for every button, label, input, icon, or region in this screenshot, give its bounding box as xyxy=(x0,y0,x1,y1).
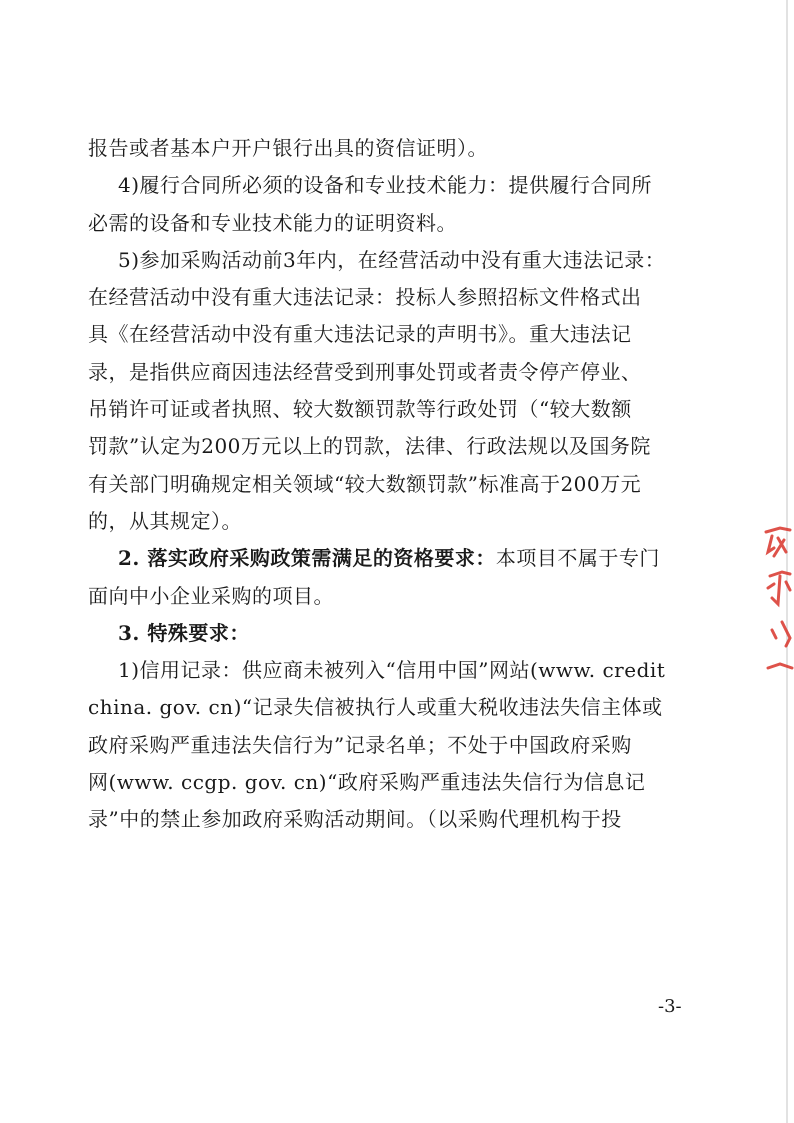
section-heading: 3. 特殊要求： xyxy=(118,620,250,645)
text-line: 政府采购严重违法失信行为”记录名单；不处于中国政府采购 xyxy=(88,732,632,757)
text-line: 罚款”认定为200万元以上的罚款，法律、行政法规以及国务院 xyxy=(88,434,651,459)
section-heading: 2. 落实政府采购政策需满足的资格要求： xyxy=(118,546,496,571)
text-line: 录，是指供应商因违法经营受到刑事处罚或者责令停产停业、 xyxy=(88,359,642,384)
text-line: 具《在经营活动中没有重大违法记录的声明书》。重大违法记 xyxy=(88,322,632,347)
seal-strokes xyxy=(760,518,794,694)
text-line: 吊销许可证或者执照、较大数额罚款等行政处罚（“较大数额 xyxy=(88,397,632,422)
text-line: 5)参加采购活动前3年内，在经营活动中没有重大违法记录： xyxy=(118,247,666,272)
text-line: china. gov. cn)“记录失信被执行人或重大税收违法失信主体或 xyxy=(88,695,663,720)
text-line: 面向中小企业采购的项目。 xyxy=(88,583,334,608)
body-text xyxy=(88,130,688,839)
text-line: 录”中的禁止参加政府采购活动期间。（以采购代理机构于投 xyxy=(88,807,622,832)
text-line: 1)信用记录：供应商未被列入“信用中国”网站(www. credit xyxy=(118,658,666,683)
text-line: 网(www. ccgp. gov. cn)“政府采购严重违法失信行为信息记 xyxy=(88,770,646,795)
text-line: 4)履行合同所必须的设备和专业技术能力：提供履行合同所 xyxy=(118,173,653,198)
qualification-requirement-line xyxy=(88,540,688,577)
red-seal-fragment xyxy=(760,518,794,694)
page-number: -3- xyxy=(658,996,682,1017)
text-line: 的，从其规定）。 xyxy=(88,508,242,533)
text-line: 有关部门明确规定相关领域“较大数额罚款”标准高于200万元 xyxy=(88,471,642,496)
text-span: 本项目不属于专门 xyxy=(495,546,660,571)
text-line: 报告或者基本户开户银行出具的资信证明）。 xyxy=(88,136,488,160)
text-line: 在经营活动中没有重大违法记录：投标人参照招标文件格式出 xyxy=(88,285,642,310)
text-line: 必需的设备和专业技术能力的证明资料。 xyxy=(88,210,457,235)
